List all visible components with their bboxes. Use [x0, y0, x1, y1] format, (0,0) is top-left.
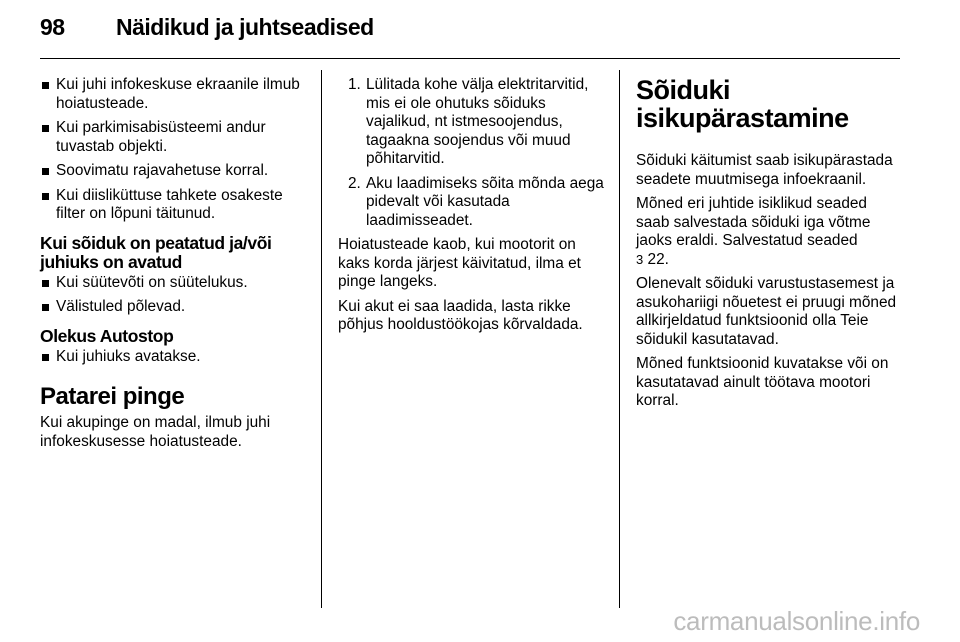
column-divider-1 [321, 70, 322, 608]
list-item: 1. Lülitada kohe välja elektritarvitid, mis ei ole ohutuks sõiduks vajalikud, nt istmesoojendus, tagaakna soojendus või muud põhitarvitid. [348, 76, 589, 167]
battery-steps-list [338, 76, 610, 230]
battery-text: Kui akupinge on madal, ilmub juhi infokeskusesse hoiatusteade. [40, 414, 271, 450]
heading-battery: Patarei pinge [40, 383, 185, 410]
bullet-square-icon [42, 193, 49, 200]
list-item: 2. Aku laadimiseks sõita mõnda aega pidevalt või kasutada laadimisseadet. [348, 174, 604, 229]
list-item: Kui juhi infokeskuse ekraanile ilmub hoiatusteade. [40, 76, 312, 113]
bullet-square-icon [42, 304, 49, 311]
chapter-title: Näidikud ja juhtseadised [116, 14, 374, 40]
bullet-square-icon [42, 354, 49, 361]
page-reference-icon: 3 [636, 251, 644, 267]
engine-running-note: Mõned funktsioonid kuvatakse või on kasutatavad ainult töötava mootori korral. [636, 355, 889, 409]
page-header [40, 14, 900, 50]
list-item: Soovimatu rajavahetuse korral. [40, 162, 312, 181]
bullet-square-icon [42, 82, 49, 89]
parked-bullet-list [40, 274, 312, 317]
list-item: Kui parkimisabisüsteemi andur tuvastab objekti. [40, 119, 312, 156]
page-reference[interactable]: 22. [647, 250, 669, 268]
warning-disappear-text: Hoiatusteade kaob, kui mootorit on kaks korda järjest käivitatud, ilma et pinge langeks. [338, 236, 581, 290]
equipment-note: Olenevalt sõiduki varustustasemest ja asukohariigi nõuetest ei pruugi mõned allkirjeldatud funktsioonid olla Teie sõidukil kasutatavad. [636, 275, 897, 348]
column-divider-2 [619, 70, 620, 608]
column-1 [40, 76, 312, 457]
list-item: Kui süütevõti on süütelukus. [40, 274, 312, 293]
column-3 [636, 76, 904, 417]
section-title: Sõiduki isikupärastamine [636, 75, 849, 133]
bullet-square-icon [42, 280, 49, 287]
list-item: Välistuled põlevad. [40, 298, 312, 317]
list-item: Kui diisliküttuse tahkete osakeste filter on lõpuni täitunud. [40, 187, 312, 224]
autostop-bullet-list [40, 348, 312, 367]
list-item: Kui juhiuks avatakse. [40, 348, 312, 367]
page-number: 98 [40, 14, 65, 40]
personalization-intro: Sõiduki käitumist saab isikupärastada seadete muutmisega infoekraanil. [636, 152, 893, 188]
workshop-text: Kui akut ei saa laadida, lasta rikke põhjus hooldustöökojas kõrvaldada. [338, 297, 583, 333]
heading-autostop: Olekus Autostop [40, 325, 174, 346]
header-rule [40, 58, 900, 59]
personal-settings-text: Mõned eri juhtide isiklikud seaded saab salvestada sõiduki iga võtme jaoks eraldi. Salvestatud seaded 3 22. [636, 195, 871, 268]
bullet-square-icon [42, 125, 49, 132]
warning-bullet-list [40, 76, 312, 224]
column-2 [338, 76, 610, 341]
heading-parked: Kui sõiduk on peatatud ja/või juhiuks on avatud [40, 232, 272, 272]
watermark: carmanualsonline.info [673, 606, 920, 636]
bullet-square-icon [42, 168, 49, 175]
